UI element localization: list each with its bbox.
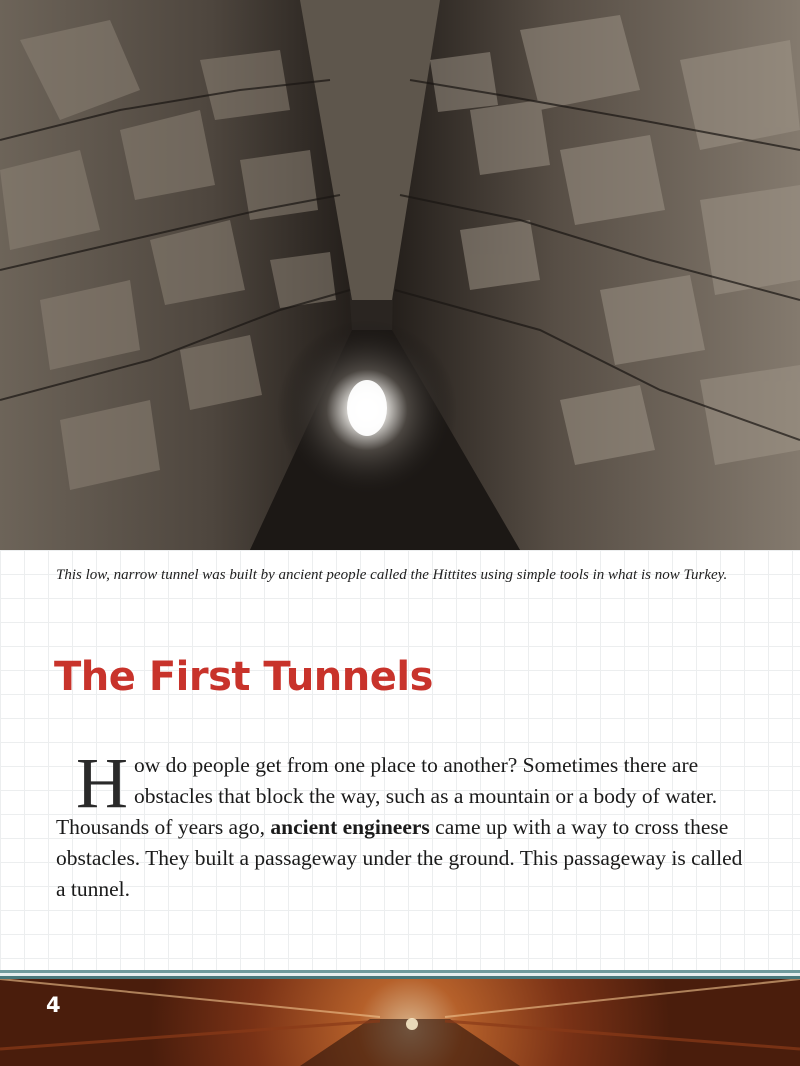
footer-band: [0, 979, 800, 1066]
photo-caption: This low, narrow tunnel was built by ancient people called the Hittites using simple tools in what is now Turkey.: [56, 567, 728, 583]
footer-tunnel-art: [0, 979, 800, 1066]
body-paragraph: [56, 743, 756, 905]
page-title: The First Tunnels: [54, 654, 433, 700]
drop-cap: H: [76, 743, 128, 823]
glossary-keyword: ancient engineers: [270, 815, 430, 839]
body-rest-text: came up with a way to cross these obstacles. They built a passageway under the ground. This passageway is called a tunnel.: [56, 815, 743, 901]
body-intro-text: ow do people get from one place to another? Sometimes there are obstacles that block the way, such as a mountain or a body of water. Thousands of years ago,: [56, 753, 718, 839]
page-number: 4: [46, 993, 61, 1017]
